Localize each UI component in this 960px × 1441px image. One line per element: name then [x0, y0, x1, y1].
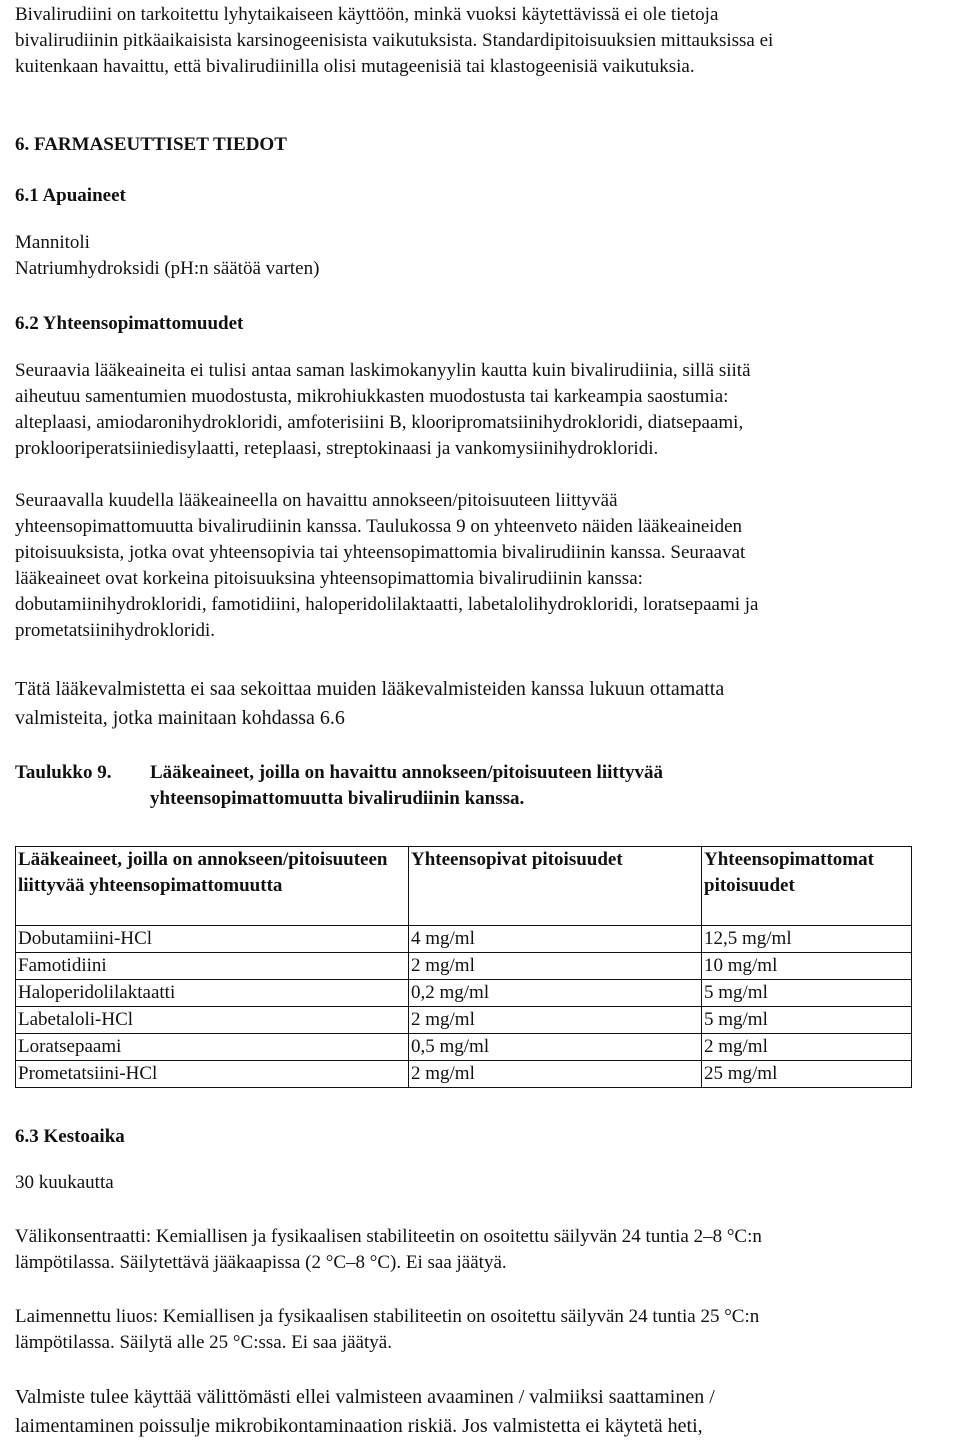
incompatibility-paragraph-1	[15, 358, 915, 462]
intro-paragraph	[15, 2, 915, 80]
text-line: aiheutuu samentumien muodostusta, mikrohiukkasten muodostusta tai karkeampia saostumia:	[15, 386, 729, 407]
table-row	[16, 926, 912, 953]
text-line: lämpötilassa. Säilytettävä jääkaapissa (2 °C–8 °C). Ei saa jäätyä.	[15, 1252, 507, 1273]
text-line: lämpötilassa. Säilytä alle 25 °C:ssa. Ei saa jäätyä.	[15, 1332, 392, 1353]
table-cell: 2 mg/ml	[702, 1034, 912, 1061]
table-9-label: Taulukko 9.	[15, 762, 112, 783]
table-9-caption: Lääkeaineet, joilla on havaittu annokseen/pitoisuuteen liittyvää yhteensopimattomuutta bivalirudiinin kanssa.	[150, 762, 664, 809]
text-line: lääkeaineet ovat korkeina pitoisuuksina yhteensopimattomia bivalirudiinin kanssa:	[15, 568, 643, 589]
text-line: Bivalirudiini on tarkoitettu lyhytaikaiseen käyttöön, minkä vuoksi käytettävissä ei ole tietoja	[15, 4, 719, 25]
table-cell: 4 mg/ml	[409, 926, 702, 953]
table-cell: Labetaloli-HCl	[16, 1007, 409, 1034]
text-line: bivalirudiinin pitkäaikaisista karsinogeenisista vaikutuksista. Standardipitoisuuksien mittauksissa ei	[15, 30, 774, 51]
incompatibility-paragraph-3	[15, 675, 915, 733]
text-line: Tätä lääkevalmistetta ei saa sekoittaa muiden lääkevalmisteiden kanssa lukuun ottamatta	[15, 678, 725, 700]
table-cell: 10 mg/ml	[702, 953, 912, 980]
table-row	[16, 980, 912, 1007]
section-6-3-heading: 6.3 Kestoaika	[15, 1126, 125, 1147]
table-cell: 2 mg/ml	[409, 953, 702, 980]
text-line: laimentaminen poissulje mikrobikontaminaation riskiä. Jos valmistetta ei käytetä heti,	[15, 1415, 703, 1437]
text-line: kuitenkaan havaittu, että bivalirudiinilla olisi mutageenisiä tai klastogeenisiä vaikutuksia.	[15, 56, 695, 77]
table-row	[16, 953, 912, 980]
text-line: Välikonsentraatti: Kemiallisen ja fysikaalisen stabiliteetin on osoitettu säilyvän 24 tuntia 2–8 °C:n	[15, 1226, 762, 1247]
shelf-life-paragraph-3	[15, 1383, 915, 1441]
table-cell: 5 mg/ml	[702, 1007, 912, 1034]
text-line: alteplaasi, amiodaronihydrokloridi, amfoterisiini B, klooripromatsiinihydrokloridi, diatsepaami,	[15, 412, 744, 433]
text-line: yhteensopimattomuutta bivalirudiinin kanssa. Taulukossa 9 on yhteenveto näiden lääkeaineiden	[15, 516, 743, 537]
table-cell: Haloperidolilaktaatti	[16, 980, 409, 1007]
table-cell: 0,5 mg/ml	[409, 1034, 702, 1061]
excipients-list	[15, 230, 915, 282]
text-line: Laimennettu liuos: Kemiallisen ja fysikaalisen stabiliteetin on osoitettu säilyvän 24 tuntia 25 °C:n	[15, 1306, 760, 1327]
shelf-life-paragraph-1	[15, 1224, 915, 1276]
table-cell: 2 mg/ml	[409, 1061, 702, 1088]
table-cell: 5 mg/ml	[702, 980, 912, 1007]
text-line: pitoisuuksista, jotka ovat yhteensopivia tai yhteensopimattomia bivalirudiinin kanssa. Seuraavat	[15, 542, 746, 563]
text-line: proklooriperatsiiniedisylaatti, reteplaasi, streptokinaasi ja vankomysiinihydrokloridi.	[15, 438, 659, 459]
text-line: dobutamiinihydrokloridi, famotidiini, haloperidolilaktaatti, labetalolihydrokloridi, loratsepaami ja	[15, 594, 759, 615]
table-cell: Prometatsiini-HCl	[16, 1061, 409, 1088]
shelf-life-duration: 30 kuukautta	[15, 1172, 114, 1193]
table-cell: 2 mg/ml	[409, 1007, 702, 1034]
incompatibility-paragraph-2	[15, 488, 915, 644]
table-row	[16, 1061, 912, 1088]
table-cell: Loratsepaami	[16, 1034, 409, 1061]
table-cell: 25 mg/ml	[702, 1061, 912, 1088]
column-header: Lääkeaineet, joilla on annokseen/pitoisuuteen liittyvää yhteensopimattomuutta	[16, 847, 409, 926]
text-line: Seuraavia lääkeaineita ei tulisi antaa saman laskimokanyylin kautta kuin bivalirudiinia, sillä siitä	[15, 360, 751, 381]
table-cell: Famotidiini	[16, 953, 409, 980]
table-header-row	[16, 847, 912, 926]
table-cell: 0,2 mg/ml	[409, 980, 702, 1007]
text-line: Seuraavalla kuudella lääkeaineella on havaittu annokseen/pitoisuuteen liittyvää	[15, 490, 618, 511]
table-cell: Dobutamiini-HCl	[16, 926, 409, 953]
list-item: Natriumhydroksidi (pH:n säätöä varten)	[15, 258, 320, 279]
list-item: Mannitoli	[15, 232, 90, 253]
column-header: Yhteensopimattomat pitoisuudet	[702, 847, 912, 926]
section-6-1-heading: 6.1 Apuaineet	[15, 185, 126, 206]
shelf-life-paragraph-2	[15, 1304, 915, 1356]
text-line: valmisteita, jotka mainitaan kohdassa 6.6	[15, 707, 345, 729]
incompatibility-table	[15, 846, 912, 1088]
section-6-heading: 6. FARMASEUTTISET TIEDOT	[15, 134, 287, 155]
column-header: Yhteensopivat pitoisuudet	[409, 847, 702, 926]
table-row	[16, 1034, 912, 1061]
text-line: Valmiste tulee käyttää välittömästi ellei valmisteen avaaminen / valmiiksi saattaminen /	[15, 1386, 715, 1408]
table-row	[16, 1007, 912, 1034]
table-cell: 12,5 mg/ml	[702, 926, 912, 953]
text-line: prometatsiinihydrokloridi.	[15, 620, 216, 641]
section-6-2-heading: 6.2 Yhteensopimattomuudet	[15, 313, 244, 334]
